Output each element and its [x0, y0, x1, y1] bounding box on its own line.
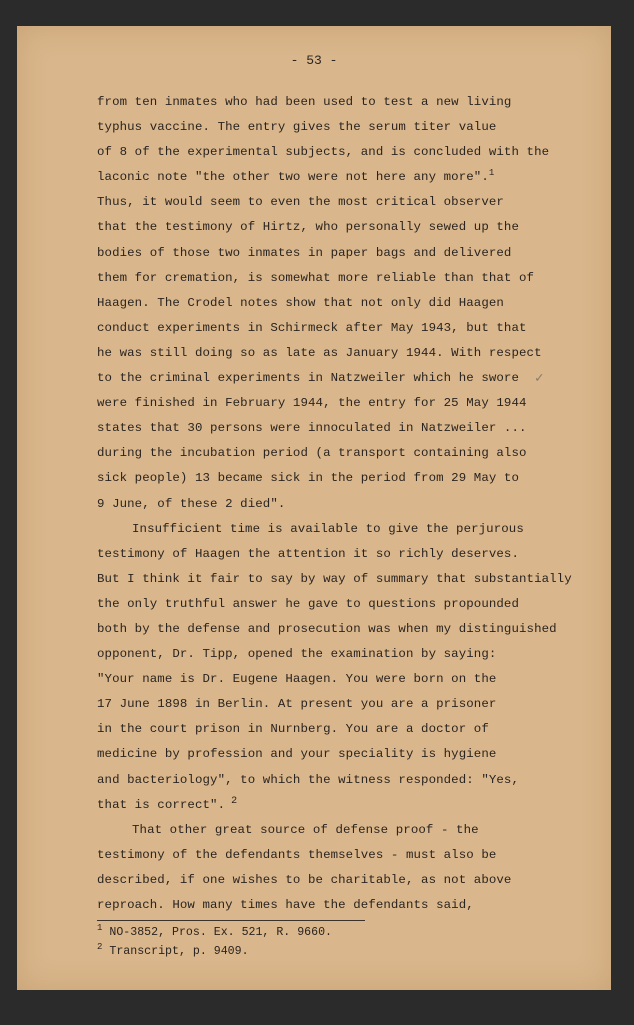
line-text: that the testimony of Hirtz, who personally sewed up the: [97, 220, 519, 235]
text-line: [97, 90, 602, 115]
line-text: 17 June 1898 in Berlin. At present you are a prisoner: [97, 697, 497, 712]
document-page: [17, 26, 611, 990]
line-text: them for cremation, is somewhat more reliable than that of: [97, 270, 535, 285]
line-text: sick people) 13 became sick in the period from 29 May to: [97, 471, 519, 486]
text-line: [97, 868, 602, 893]
footnote-reference: 2: [231, 795, 238, 807]
text-line: [97, 266, 602, 291]
line-text: states that 30 persons were innoculated in Natzweiler ...: [97, 421, 527, 436]
footnote-reference: 1: [488, 168, 495, 179]
body-text: [97, 90, 602, 918]
pencil-check-mark: ✓: [535, 371, 544, 387]
text-line: [97, 793, 602, 818]
text-line: [97, 717, 602, 742]
text-line: [97, 441, 602, 466]
footnote-text: NO-3852, Pros. Ex. 521, R. 9660.: [109, 925, 333, 939]
text-line: [97, 416, 602, 441]
line-text: "Your name is Dr. Eugene Haagen. You were born on the: [97, 672, 497, 687]
text-line: [97, 215, 602, 240]
line-text: that is correct".: [97, 797, 226, 812]
footnote-number: 1: [97, 923, 103, 933]
line-text: But I think it fair to say by way of summary that substantially: [97, 571, 572, 586]
text-line: [97, 391, 602, 416]
line-text: opponent, Dr. Tipp, opened the examination by saying:: [97, 647, 497, 662]
line-text: testimony of the defendants themselves - must also be: [97, 847, 497, 862]
text-line: [97, 567, 602, 592]
text-line: [97, 190, 602, 215]
text-line: [97, 291, 602, 316]
line-text: during the incubation period (a transport containing also: [97, 446, 527, 461]
line-text: and bacteriology", to which the witness responded: "Yes,: [97, 772, 519, 787]
line-text: bodies of those two inmates in paper bags and delivered: [97, 245, 512, 260]
text-line: [97, 818, 602, 843]
line-text: typhus vaccine. The entry gives the serum titer value: [97, 120, 497, 135]
footnote: [97, 940, 332, 959]
text-line: [97, 316, 602, 341]
text-line: [97, 692, 602, 717]
text-line: [97, 466, 602, 491]
line-text: were finished in February 1944, the entry for 25 May 1944: [97, 396, 527, 411]
text-line: [97, 341, 602, 366]
line-text: described, if one wishes to be charitable, as not above: [97, 872, 512, 887]
footnotes: [97, 921, 332, 959]
text-line: [97, 768, 602, 793]
text-line: [97, 742, 602, 767]
text-line: [97, 165, 602, 190]
footnote-text: Transcript, p. 9409.: [109, 944, 249, 958]
text-line: [97, 843, 602, 868]
page-number: - 53 -: [290, 53, 338, 68]
text-line: [97, 140, 602, 165]
line-text: the only truthful answer he gave to questions propounded: [97, 596, 519, 611]
line-text: medicine by profession and your speciality is hygiene: [97, 747, 497, 762]
line-text: in the court prison in Nurnberg. You are a doctor of: [97, 722, 489, 737]
text-line: [97, 667, 602, 692]
text-line: [97, 617, 602, 642]
line-text: he was still doing so as late as January 1944. With respect: [97, 345, 542, 360]
text-line: [97, 592, 602, 617]
footnote: [97, 921, 332, 940]
line-text: to the criminal experiments in Natzweiler which he swore: [97, 371, 519, 386]
line-text: Insufficient time is available to give the perjurous: [132, 521, 524, 536]
line-text: reproach. How many times have the defendants said,: [97, 898, 474, 912]
line-text: Thus, it would seem to even the most critical observer: [97, 195, 504, 210]
line-text: laconic note "the other two were not here any more".: [97, 170, 489, 185]
text-line: [97, 115, 602, 140]
text-line: [97, 241, 602, 266]
line-text: 9 June, of these 2 died".: [97, 496, 286, 511]
line-text: from ten inmates who had been used to test a new living: [97, 95, 512, 109]
text-line: [97, 492, 602, 517]
line-text: conduct experiments in Schirmeck after May 1943, but that: [97, 320, 527, 335]
line-text: both by the defense and prosecution was when my distinguished: [97, 621, 557, 636]
text-line: [97, 366, 602, 391]
footnote-number: 2: [97, 941, 103, 952]
text-line: [97, 893, 602, 918]
line-text: That other great source of defense proof - the: [132, 822, 479, 837]
text-line: [97, 517, 602, 542]
line-text: of 8 of the experimental subjects, and is concluded with the: [97, 145, 550, 160]
text-line: [97, 642, 602, 667]
line-text: Haagen. The Crodel notes show that not only did Haagen: [97, 295, 504, 310]
line-text: testimony of Haagen the attention it so richly deserves.: [97, 546, 519, 561]
text-line: [97, 542, 602, 567]
